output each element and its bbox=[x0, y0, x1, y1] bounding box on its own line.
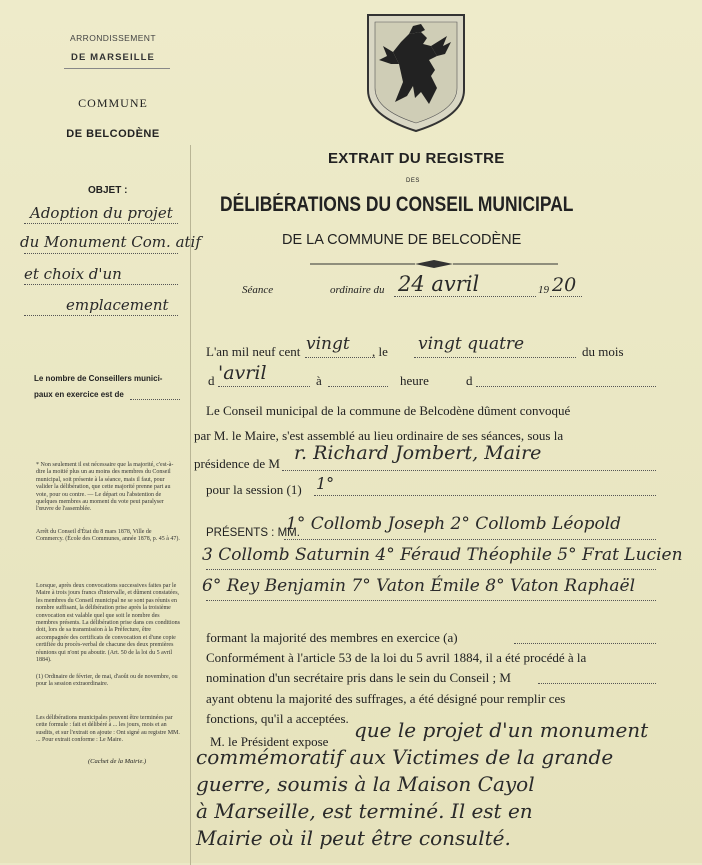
dotted-line bbox=[394, 296, 536, 297]
body-line-1-hand2: vingt quatre bbox=[418, 334, 525, 354]
year-prefix: 19 bbox=[538, 284, 549, 296]
body-line-2-d: d bbox=[208, 373, 215, 388]
conseillers-line-2: paux en exercice est de bbox=[34, 390, 124, 399]
conseillers-line-1: Le nombre de Conseillers munici- bbox=[34, 374, 163, 383]
des-label: DES bbox=[406, 178, 420, 184]
objet-label: OBJET : bbox=[88, 185, 128, 196]
ordinaire-du-label: ordinaire du bbox=[330, 284, 385, 296]
presents-label: PRÉSENTS : MM. bbox=[206, 527, 300, 539]
conformement-line-2: nomination d'un secrétaire pris dans le sein du Conseil ; M bbox=[206, 670, 511, 685]
margin-rule bbox=[190, 145, 191, 865]
conformement-line-1: Conformément à l'article 53 de la loi du 5 avril 1884, il a été procédé à la bbox=[206, 650, 587, 665]
body-line-2-hand: 'avril bbox=[218, 362, 267, 384]
dotted-line bbox=[305, 357, 375, 358]
expose-line-1: que le projet d'un monument bbox=[354, 718, 649, 742]
body-line-3: Le Conseil municipal de la commune de Belcodène dûment convoqué bbox=[206, 403, 571, 418]
arrondissement-label: ARRONDISSEMENT bbox=[70, 33, 156, 43]
note-session: (1) Ordinaire de février, de mai, d'août ou de novembre, ou pour la session extraordinaire. bbox=[36, 674, 178, 688]
dotted-line bbox=[24, 223, 178, 224]
coat-of-arms-lion-icon bbox=[365, 12, 467, 134]
president-expose: M. le Président expose bbox=[210, 734, 329, 749]
belcodene-label: DE BELCODÈNE bbox=[66, 128, 160, 140]
cachet-mairie: (Cachet de la Mairie.) bbox=[88, 758, 147, 765]
dotted-line bbox=[284, 539, 656, 540]
body-line-1-a: L'an mil neuf cent bbox=[206, 344, 301, 359]
body-line-1-mois: du mois bbox=[582, 344, 624, 359]
session-handwritten: 1° bbox=[316, 474, 335, 493]
dotted-line bbox=[218, 386, 310, 387]
objet-line-1: Adoption du projet bbox=[30, 204, 173, 222]
seance-label: Séance bbox=[242, 284, 274, 296]
dotted-line bbox=[24, 315, 178, 316]
separator bbox=[64, 68, 170, 69]
note-arret: Arrêt du Conseil d'État du 8 mars 1878, Ville de Commercy. (École des Communes, année 1878, p. 45 à 47). bbox=[36, 529, 180, 543]
dotted-line bbox=[24, 284, 178, 285]
dotted-line bbox=[414, 357, 576, 358]
body-line-1-hand1: vingt bbox=[306, 334, 350, 354]
seance-date-handwritten: 24 avril bbox=[398, 272, 480, 296]
dotted-line bbox=[328, 386, 388, 387]
de-marseille-label: DE MARSEILLE bbox=[71, 52, 155, 63]
presents-line-1: 1° Collomb Joseph 2° Collomb Léopold bbox=[286, 514, 622, 534]
dotted-line bbox=[206, 600, 656, 601]
expose-line-5: Mairie où il peut être consulté. bbox=[196, 826, 511, 850]
decorative-flourish bbox=[310, 256, 558, 266]
body-line-2-heure: heure bbox=[400, 373, 429, 388]
body-line-4: par M. le Maire, s'est assemblé au lieu ordinaire de ses séances, sous la bbox=[194, 428, 564, 443]
dotted-line bbox=[130, 399, 180, 400]
objet-line-2: du Monument Com. atif bbox=[20, 233, 201, 251]
dotted-line bbox=[476, 386, 656, 387]
conformement-line-3: ayant obtenu la majorité des suffrages, a été désigné pour remplir ces bbox=[206, 691, 566, 706]
formant-line: formant la majorité des membres en exercice (a) bbox=[206, 630, 458, 645]
expose-line-4: à Marseille, est terminé. Il est en bbox=[196, 799, 533, 823]
body-line-5-a: présidence de M bbox=[194, 456, 280, 471]
dotted-line bbox=[538, 683, 656, 684]
expose-line-2: commémoratif aux Victimes de la grande bbox=[196, 745, 614, 769]
note-formule: Les délibérations municipales peuvent être terminées par cette formule : fait et délibéré à ... les jours, mois et an susdits, et sur l'extrait on ajoute : Ont signé au registre MM. ... Pour extrait conforme : Le Maire. bbox=[36, 715, 180, 744]
presidence-handwritten: r. Richard Jombert, Maire bbox=[294, 442, 542, 464]
body-line-2-a: à bbox=[316, 373, 322, 388]
commune-subtitle: DE LA COMMUNE DE BELCODÈNE bbox=[282, 232, 522, 248]
presents-line-2: 3 Collomb Saturnin 4° Féraud Théophile 5° Frat Lucien bbox=[202, 545, 683, 565]
body-line-6-a: pour la session (1) bbox=[206, 482, 302, 497]
dotted-line bbox=[206, 569, 656, 570]
deliberations-title: DÉLIBÉRATIONS DU CONSEIL MUNICIPAL bbox=[220, 193, 574, 216]
dotted-line bbox=[282, 470, 656, 471]
objet-line-4: emplacement bbox=[66, 296, 169, 314]
body-line-2-d2: d bbox=[466, 373, 473, 388]
note-majorite: * Non seulement il est nécessaire que la majorité, c'est-à-dire la moitié plus un au moins des membres du Conseil municipal, soit présente à la séance, mais il faut, pour valider la délibération, que cette majorité prenne part au vote, pour ou contre. — Le départ ou l'abstention de quelques membres au moment du vote peut paralyser l'œuvre de l'assemblée. bbox=[36, 462, 174, 513]
presents-line-3: 6° Rey Benjamin 7° Vaton Émile 8° Vaton Raphaël bbox=[202, 576, 636, 596]
commune-label: COMMUNE bbox=[78, 96, 148, 110]
expose-line-3: guerre, soumis à la Maison Cayol bbox=[196, 772, 535, 796]
dotted-line bbox=[550, 296, 582, 297]
dotted-line bbox=[24, 253, 178, 254]
dotted-line bbox=[514, 643, 656, 644]
conformement-line-4: fonctions, qu'il a acceptées. bbox=[206, 711, 349, 726]
year-handwritten: 20 bbox=[552, 274, 577, 296]
note-convocations: Lorsque, après deux convocations successives faites par le Maire à trois jours francs d'intervalle, et dûment constatées, les membres du Conseil municipal ne se sont pas réunis en nombre suffisant, la délibération prise après la troisième convocation est valable quel que soit le nombre des membres présents. La délibération prise dans ces conditions doit, lors de sa transmission à la Préfecture, être accompagnée des certificats de convocation et d'une copie certifiée du procès-verbal de chacune des deux premières réunions qui n'ont pu aboutir. (Art. 50 de la loi du 5 avril 1884). bbox=[36, 583, 180, 664]
objet-line-3: et choix d'un bbox=[24, 265, 122, 283]
extrait-title: EXTRAIT DU REGISTRE bbox=[328, 150, 505, 167]
dotted-line bbox=[314, 495, 656, 496]
body-line-1-le: , le bbox=[372, 344, 388, 359]
